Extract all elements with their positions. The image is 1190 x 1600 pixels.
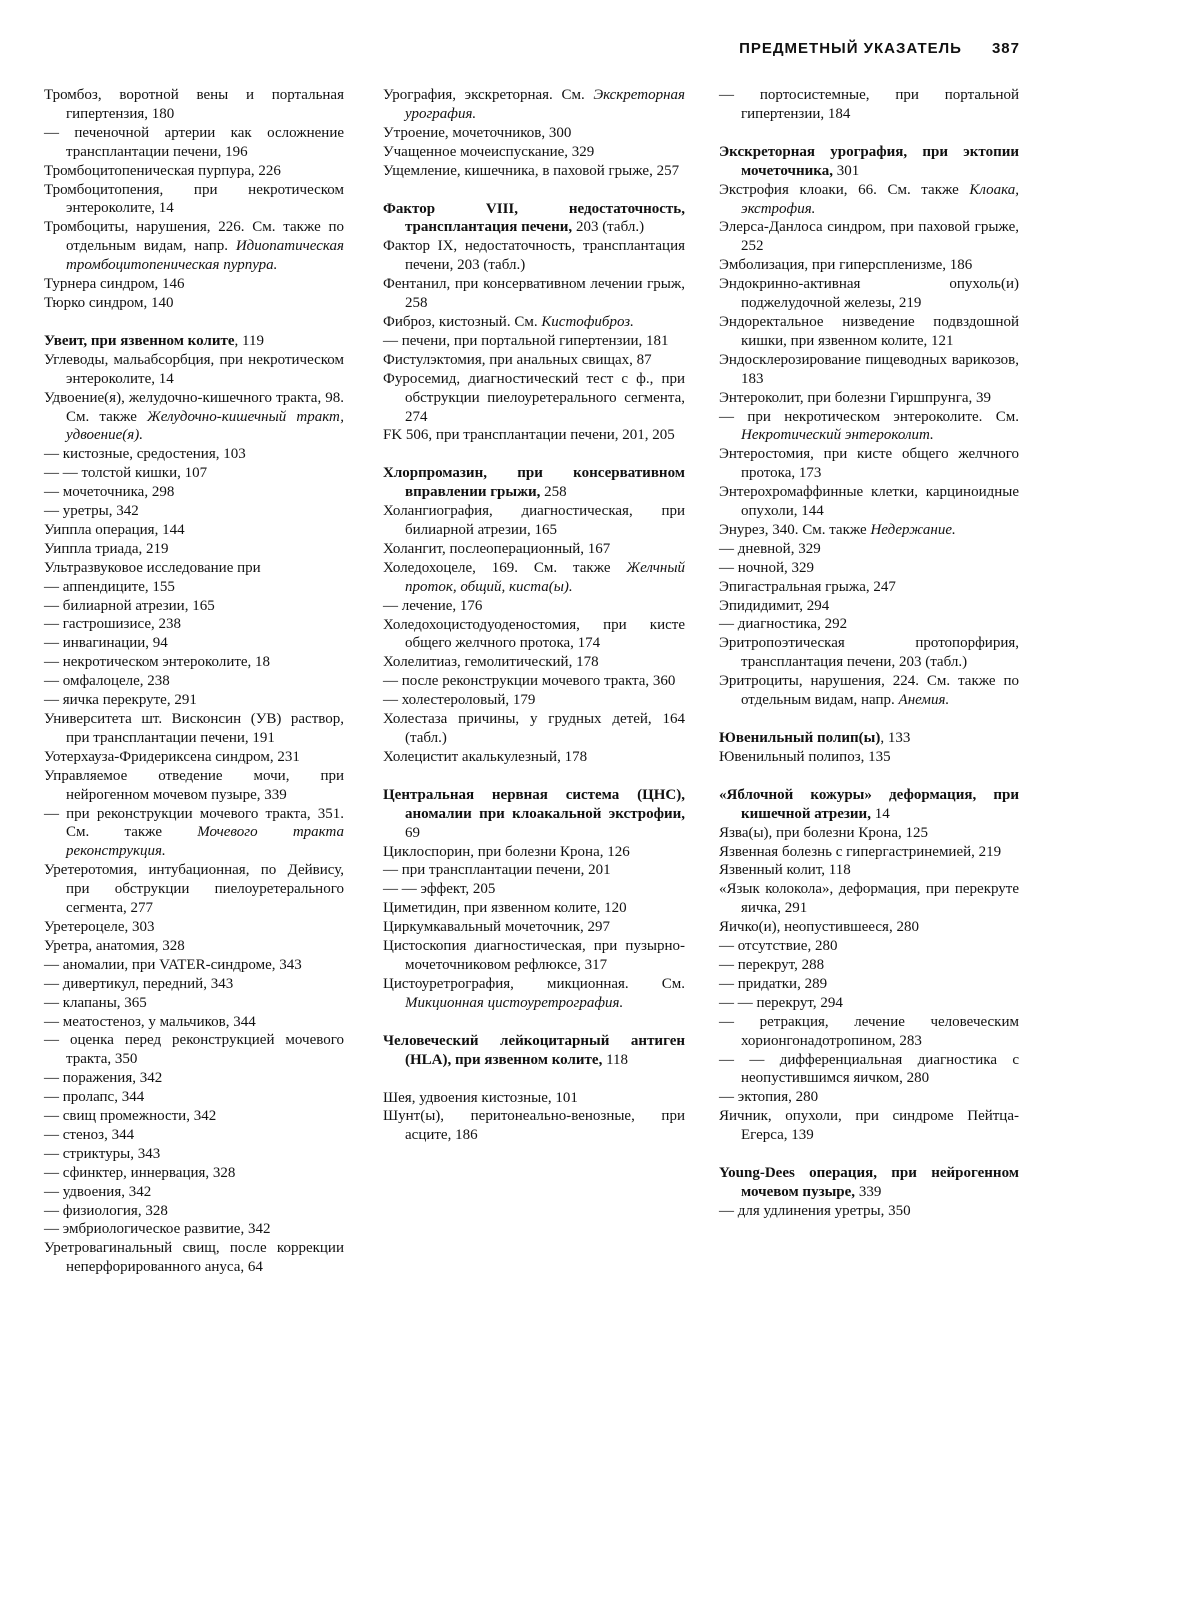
entry-text: Экскреторная урография. — [405, 87, 685, 122]
entry-text: Ущемление, кишечника, в паховой грыже, 257 — [383, 162, 680, 179]
entry-text: Управляемое отведение мочи, при нейрогенном мочевом пузыре, 339 — [44, 767, 344, 803]
index-entry — [383, 143, 685, 162]
entry-text: Некротический энтероколит. — [741, 427, 934, 444]
index-entry — [383, 200, 685, 238]
entry-text: Эритроциты, нарушения, 224. См. также по отдельным видам, напр. — [719, 673, 1019, 709]
header-title: ПРЕДМЕТНЫЙ УКАЗАТЕЛЬ — [739, 40, 962, 57]
index-entry — [44, 1013, 344, 1032]
index-entry — [44, 975, 344, 994]
entry-text: Уотерхауза-Фридериксена синдром, 231 — [44, 748, 300, 765]
entry-text: — сфинктер, иннервация, 328 — [44, 1164, 236, 1181]
entry-text: — — перекрут, 294 — [719, 994, 843, 1011]
entry-text: Тромбоцитопеническая пурпура, 226 — [44, 162, 281, 179]
index-entry — [44, 332, 344, 351]
index-entry — [44, 1220, 344, 1239]
entry-text: Яичко(и), неопустившееся, 280 — [719, 919, 919, 936]
index-entry — [719, 975, 1019, 994]
entry-text: Кистофиброз. — [541, 313, 634, 330]
index-entry — [719, 956, 1019, 975]
index-entry — [44, 634, 344, 653]
entry-text: Энтероколит, при болезни Гиршпрунга, 39 — [719, 389, 992, 406]
index-entry — [383, 1032, 685, 1070]
index-entry — [719, 351, 1019, 389]
index-entry — [44, 86, 344, 124]
index-entry — [383, 597, 685, 616]
index-entry — [719, 408, 1019, 446]
entry-text: Эритропоэтическая протопорфирия, трансплантация печени, 203 (табл.) — [719, 635, 1019, 671]
index-entry — [44, 597, 344, 616]
index-entry — [383, 918, 685, 937]
entry-text: Экскреторная урография, при эктопии мочеточника, — [719, 143, 1019, 179]
entry-text: — при реконструкции мочевого тракта, 351. См. также — [44, 805, 344, 841]
entry-text: — уретры, 342 — [44, 503, 139, 520]
entry-text: Энтерохромаффинные клетки, карциноидные опухоли, 144 — [719, 484, 1019, 520]
entry-text: FK 506, при трансплантации печени, 201, 205 — [383, 427, 675, 444]
entry-text: Холецистит акалькулезный, 178 — [383, 748, 588, 765]
entry-text: Университета шт. Висконсин (УВ) раствор, при трансплантации печени, 191 — [44, 711, 344, 746]
index-entry — [383, 237, 685, 275]
index-entry — [44, 483, 344, 502]
index-entry — [383, 275, 685, 313]
index-entry — [44, 805, 344, 862]
entry-text: — удвоения, 342 — [44, 1183, 152, 1200]
entry-text: — яичка перекруте, 291 — [44, 692, 197, 709]
entry-text: Фуросемид, диагностический тест с ф., при обструкции пиелоуретерального сегмента, 274 — [383, 370, 685, 425]
index-entry — [44, 521, 344, 540]
entry-text: Уиппла операция, 144 — [44, 521, 185, 538]
entry-text: — диагностика, 292 — [719, 616, 848, 633]
entry-text: — эмбриологическое развитие, 342 — [44, 1221, 271, 1238]
entry-text: Турнера синдром, 146 — [44, 276, 185, 293]
entry-text: Тромбоз, воротной вены и портальная гипертензия, 180 — [44, 87, 344, 122]
entry-text: — отсутствие, 280 — [719, 938, 838, 955]
index-column-1 — [44, 86, 344, 1277]
entry-text: Утроение, мочеточников, 300 — [383, 124, 572, 141]
index-entry — [383, 899, 685, 918]
index-entry — [44, 181, 344, 219]
index-entry — [719, 1202, 1019, 1221]
entry-text: Фактор IX, недостаточность, трансплантация печени, 203 (табл.) — [383, 238, 685, 274]
index-entry — [44, 994, 344, 1013]
entry-text: Цистоскопия диагностическая, при пузырно-мочеточниковом рефлюксе, 317 — [383, 938, 685, 973]
entry-text: — для удлинения уретры, 350 — [719, 1202, 911, 1219]
entry-text: — после реконструкции мочевого тракта, 360 — [383, 673, 676, 690]
index-entry — [719, 86, 1019, 124]
entry-text: , 133 — [880, 730, 911, 746]
index-entry — [719, 597, 1019, 616]
index-entry — [719, 559, 1019, 578]
index-entry — [383, 502, 685, 540]
index-entry — [383, 86, 685, 124]
entry-text: Холедохоцеле, 169. См. также — [383, 559, 627, 576]
index-entry — [719, 880, 1019, 918]
index-entry — [383, 1107, 685, 1145]
entry-text: 203 (табл.) — [572, 219, 645, 236]
entry-text: Цистоуретрография, микционная. См. — [383, 975, 685, 992]
entry-text: Циркумкавальный мочеточник, 297 — [383, 919, 610, 936]
index-entry — [44, 162, 344, 181]
entry-text: — аномалии, при VATER-синдроме, 343 — [44, 956, 302, 973]
entry-text: Человеческий лейкоцитарный антиген (HLA), при язвенном колите, — [383, 1032, 685, 1068]
entry-text: Углеводы, мальабсорбция, при некротическом энтероколите, 14 — [44, 351, 344, 387]
index-entry — [719, 540, 1019, 559]
index-entry — [44, 1164, 344, 1183]
index-entry — [719, 748, 1019, 767]
index-entry — [44, 672, 344, 691]
entry-text: — кистозные, средостения, 103 — [44, 446, 246, 463]
index-entry — [44, 124, 344, 162]
index-entry — [719, 483, 1019, 521]
index-entry — [719, 143, 1019, 181]
index-entry — [44, 445, 344, 464]
entry-text: Энурез, 340. См. также — [719, 521, 871, 538]
entry-text: — — толстой кишки, 107 — [44, 465, 208, 482]
index-entry — [719, 275, 1019, 313]
index-entry — [719, 861, 1019, 880]
entry-text: Циметидин, при язвенном колите, 120 — [383, 900, 627, 917]
entry-text: Эндокринно-активная опухоль(и) поджелудочной железы, 219 — [719, 276, 1019, 312]
entry-text: — омфалоцеле, 238 — [44, 673, 170, 690]
index-entry — [383, 880, 685, 899]
index-entry — [383, 616, 685, 654]
entry-text: 118 — [602, 1051, 629, 1068]
entry-text: 301 — [832, 162, 860, 179]
index-entry — [719, 672, 1019, 710]
entry-text: Язва(ы), при болезни Крона, 125 — [719, 824, 929, 841]
index-entry — [719, 1088, 1019, 1107]
index-entry — [383, 351, 685, 370]
index-entry — [719, 389, 1019, 408]
index-entry — [383, 124, 685, 143]
entry-text: Желчный проток, общий, киста(ы). — [405, 559, 685, 595]
entry-text: — стеноз, 344 — [44, 1126, 135, 1143]
entry-text: Эпигастральная грыжа, 247 — [719, 578, 896, 595]
index-entry — [383, 332, 685, 351]
index-entry — [44, 1069, 344, 1088]
index-entry — [44, 861, 344, 918]
entry-text: Фиброз, кистозный. См. — [383, 313, 542, 330]
index-entry — [719, 1107, 1019, 1145]
entry-text: Недержание. — [870, 521, 956, 538]
entry-text: Удвоение(я), желудочно-кишечного тракта, 98. См. также — [44, 389, 344, 425]
index-entry — [44, 653, 344, 672]
entry-text: — — эффект, 205 — [383, 881, 496, 898]
entry-text: — гастрошизисе, 238 — [44, 616, 181, 633]
index-entry — [383, 313, 685, 332]
index-entry — [44, 918, 344, 937]
entry-text: Фактор VIII, недостаточность, трансплантация печени, — [383, 200, 685, 236]
entry-text: Уретра, анатомия, 328 — [44, 937, 185, 954]
entry-text: Ультразвуковое исследование при — [44, 559, 261, 576]
entry-text: — клапаны, 365 — [44, 994, 147, 1011]
index-entry — [719, 729, 1019, 748]
entry-text: Циклоспорин, при болезни Крона, 126 — [383, 843, 630, 860]
entry-text: Холестаза причины, у грудных детей, 164 (табл.) — [383, 711, 685, 746]
index-entry — [719, 843, 1019, 862]
entry-text: — ночной, 329 — [719, 559, 814, 576]
index-entry — [44, 748, 344, 767]
entry-text: Тромбоциты, нарушения, 226. См. также по отдельным видам, напр. — [44, 219, 344, 255]
entry-text: — дивертикул, передний, 343 — [44, 975, 234, 992]
index-entry — [44, 275, 344, 294]
entry-text: Экстрофия клоаки, 66. См. также — [719, 181, 970, 198]
entry-text: — печеночной артерии как осложнение трансплантации печени, 196 — [44, 124, 344, 160]
index-entry — [719, 937, 1019, 956]
entry-text: Идиопатическая тромбоцитопеническая пурпура. — [66, 238, 344, 274]
index-entry — [383, 861, 685, 880]
entry-text: Язвенная болезнь с гипергастринемией, 219 — [719, 843, 1002, 860]
entry-text: Язвенный колит, 118 — [719, 862, 851, 879]
entry-text: Хлорпромазин, при консервативном вправлении грыжи, — [383, 465, 685, 501]
index-entry — [383, 426, 685, 445]
index-entry — [383, 975, 685, 1013]
index-entry — [44, 559, 344, 578]
entry-text: — придатки, 289 — [719, 975, 828, 992]
entry-text: — дневной, 329 — [719, 540, 821, 557]
index-entry — [44, 615, 344, 634]
index-entry — [383, 1089, 685, 1108]
entry-text: Шея, удвоения кистозные, 101 — [383, 1089, 578, 1106]
index-entry — [44, 389, 344, 446]
index-entry — [383, 843, 685, 862]
index-entry — [719, 1164, 1019, 1202]
entry-text: — оценка перед реконструкцией мочевого тракта, 350 — [44, 1032, 344, 1068]
index-entry — [719, 615, 1019, 634]
entry-text: — при трансплантации печени, 201 — [383, 862, 611, 879]
entry-text: Уретеротомия, интубационная, по Дейвису, при обструкции пиелоуретерального сегмента, 277 — [44, 862, 344, 917]
entry-text: — билиарной атрезии, 165 — [44, 597, 215, 614]
index-entry — [44, 956, 344, 975]
entry-text: , 119 — [234, 332, 264, 349]
index-entry — [44, 937, 344, 956]
entry-text: Анемия. — [898, 692, 950, 709]
entry-text: — перекрут, 288 — [719, 956, 825, 973]
index-entry — [719, 521, 1019, 540]
entry-text: — некротическом энтероколите, 18 — [44, 654, 271, 671]
entry-text: Уретероцеле, 303 — [44, 918, 155, 935]
index-entry — [383, 162, 685, 181]
entry-text: Яичник, опухоли, при синдроме Пейтца-Егерса, 139 — [719, 1108, 1019, 1144]
entry-text: Тромбоцитопения, при некротическом энтероколите, 14 — [44, 181, 344, 217]
entry-text: Ювенильный полипоз, 135 — [719, 748, 891, 765]
entry-text: Урография, экскреторная. См. — [383, 87, 594, 103]
entry-text: — печени, при портальной гипертензии, 181 — [383, 332, 669, 349]
index-entry — [719, 445, 1019, 483]
index-entry — [44, 218, 344, 275]
index-entry — [383, 748, 685, 767]
running-header — [739, 40, 1020, 57]
index-entry — [719, 1013, 1019, 1051]
entry-text: 339 — [855, 1183, 882, 1200]
index-entry — [383, 691, 685, 710]
entry-text: Уретровагинальный свищ, после коррекции неперфорированного ануса, 64 — [44, 1240, 344, 1276]
index-entry — [383, 370, 685, 427]
entry-text: — мочеточника, 298 — [44, 484, 175, 501]
index-entry — [44, 1145, 344, 1164]
index-entry — [383, 710, 685, 748]
entry-text: — ретракция, лечение человеческим хорионгонадотропином, 283 — [719, 1013, 1019, 1049]
entry-text: Уиппла триада, 219 — [44, 540, 169, 557]
index-entry — [719, 634, 1019, 672]
entry-text: — меатостеноз, у мальчиков, 344 — [44, 1013, 256, 1030]
index-entry — [383, 786, 685, 843]
entry-text: Фистулэктомия, при анальных свищах, 87 — [383, 351, 652, 368]
index-entry — [383, 540, 685, 559]
entry-text: Шунт(ы), перитонеально-венозные, при асците, 186 — [383, 1108, 685, 1144]
index-entry — [44, 767, 344, 805]
entry-text: Элерса-Данлоса синдром, при паховой грыже, 252 — [719, 219, 1019, 255]
index-entry — [44, 710, 344, 748]
index-entry — [719, 786, 1019, 824]
entry-text: 14 — [870, 805, 890, 822]
index-entry — [719, 256, 1019, 275]
index-entry — [719, 218, 1019, 256]
entry-text: Клоака, экстрофия. — [741, 181, 1019, 217]
entry-text: «Язык колокола», деформация, при перекруте яичка, 291 — [719, 881, 1019, 917]
entry-text: Микционная цистоуретрография. — [405, 994, 624, 1011]
index-entry — [383, 559, 685, 597]
entry-text: — стриктуры, 343 — [44, 1145, 161, 1162]
entry-text: Учащенное мочеиспускание, 329 — [383, 143, 595, 160]
entry-text: — свищ промежности, 342 — [44, 1108, 217, 1125]
entry-text: Желудочно-кишечный тракт, удвоение(я). — [66, 408, 344, 444]
index-entry — [44, 1239, 344, 1277]
index-entry — [44, 1107, 344, 1126]
entry-text: Эпидидимит, 294 — [719, 597, 830, 614]
index-entry — [44, 502, 344, 521]
index-entry — [44, 294, 344, 313]
entry-text: — эктопия, 280 — [719, 1089, 819, 1106]
entry-text: Холангит, послеоперационный, 167 — [383, 540, 611, 557]
entry-text: — инвагинации, 94 — [44, 635, 168, 652]
entry-text: Ювенильный полип(ы) — [719, 730, 881, 746]
entry-text: — портосистемные, при портальной гипертензии, 184 — [719, 87, 1019, 122]
index-entry — [719, 1051, 1019, 1089]
entry-text: — пролапс, 344 — [44, 1089, 145, 1106]
entry-text: «Яблочной кожуры» деформация, при кишечной атрезии, — [719, 786, 1019, 822]
entry-text: — поражения, 342 — [44, 1070, 163, 1087]
index-entry — [44, 540, 344, 559]
entry-text: Холедохоцистодуоденостомия, при кисте общего желчного протока, 174 — [383, 616, 685, 652]
entry-text: Холелитиаз, гемолитический, 178 — [383, 654, 599, 671]
index-entry — [383, 672, 685, 691]
entry-text: — при некротическом энтероколите. См. — [719, 408, 1019, 425]
index-entry — [44, 1126, 344, 1145]
entry-text: Холангиография, диагностическая, при билиарной атрезии, 165 — [383, 503, 685, 539]
entry-text: — аппендиците, 155 — [44, 578, 175, 595]
index-entry — [44, 1088, 344, 1107]
index-entry — [44, 1202, 344, 1221]
entry-text: — холестероловый, 179 — [383, 692, 536, 709]
entry-text: — лечение, 176 — [383, 597, 483, 614]
entry-text: Эмболизация, при гиперспленизме, 186 — [719, 257, 973, 274]
index-entry — [44, 351, 344, 389]
entry-text: Энтеростомия, при кисте общего желчного протока, 173 — [719, 446, 1019, 482]
index-entry — [719, 578, 1019, 597]
entry-text: Тюрко синдром, 140 — [44, 294, 174, 311]
index-entry — [383, 464, 685, 502]
entry-text: Фентанил, при консервативном лечении грыж, 258 — [383, 276, 685, 312]
index-entry — [44, 691, 344, 710]
index-entry — [383, 937, 685, 975]
page-number: 387 — [991, 40, 1020, 57]
entry-text: Центральная нервная система (ЦНС), аномалии при клоакальной экстрофии, — [383, 786, 685, 822]
index-entry — [719, 918, 1019, 937]
index-column-2 — [383, 86, 685, 1145]
entry-text: Мочевого тракта реконструкция. — [66, 824, 344, 860]
entry-text: — — дифференциальная диагностика с неопустившимся яичком, 280 — [719, 1051, 1019, 1087]
index-entry — [719, 181, 1019, 219]
index-entry — [44, 1183, 344, 1202]
entry-text: Увеит, при язвенном колите — [44, 332, 235, 349]
index-entry — [44, 464, 344, 483]
entry-text: 258 — [540, 484, 567, 501]
entry-text: — физиология, 328 — [44, 1202, 168, 1219]
index-entry — [44, 1031, 344, 1069]
index-entry — [383, 653, 685, 672]
entry-text: Эндосклерозирование пищеводных варикозов, 183 — [719, 351, 1019, 387]
index-entry — [719, 994, 1019, 1013]
entry-text: Эндоректальное низведение подвздошной кишки, при язвенном колите, 121 — [719, 313, 1019, 349]
entry-text: Young-Dees операция, при нейрогенном мочевом пузыре, — [719, 1165, 1019, 1200]
index-entry — [719, 313, 1019, 351]
index-entry — [719, 824, 1019, 843]
entry-text: 69 — [405, 824, 420, 841]
index-entry — [44, 578, 344, 597]
index-column-3 — [719, 86, 1019, 1221]
